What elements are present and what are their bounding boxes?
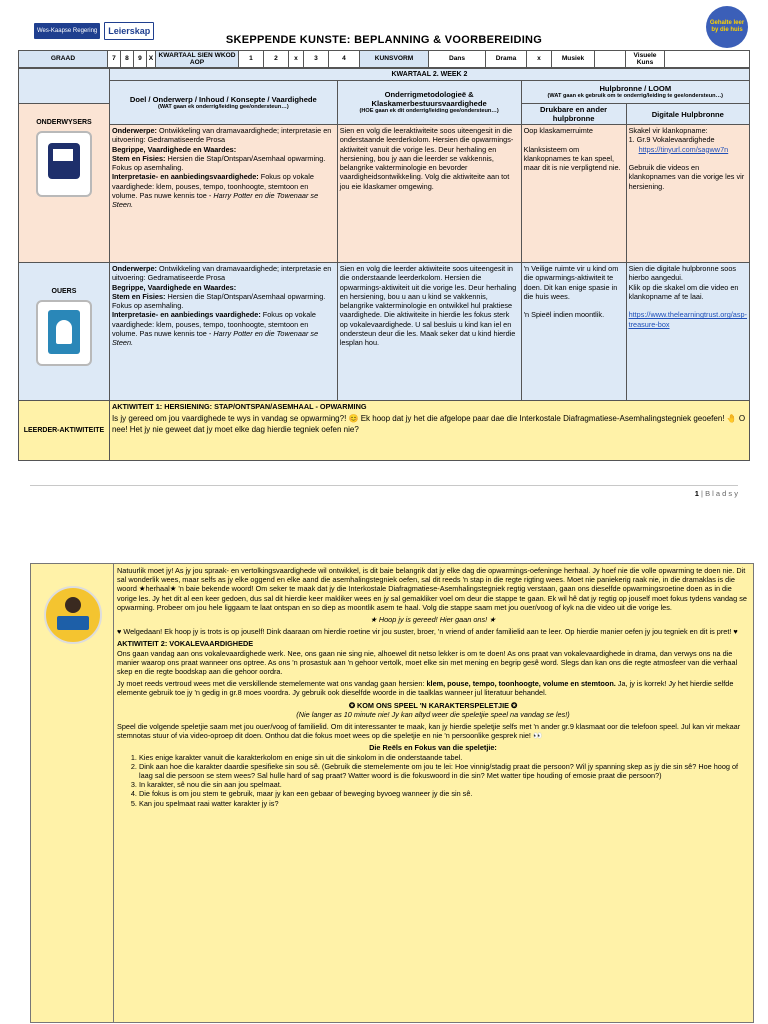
column-head-printable: Drukbare en ander hulpbronne: [521, 104, 626, 125]
term-1: 1: [239, 51, 264, 68]
teachers-label: ONDERWYSERS: [19, 104, 110, 263]
activity-2-title: AKTIWITEIT 2: VOKALEVAARDIGHEDE: [117, 639, 254, 649]
game-subtitle: (Nie langer as 10 minute nie! Jy kan altyd weer die speletjie speel na vandag se les!): [296, 709, 570, 719]
quality-learning-logo: Gehalte leer by die huis: [706, 6, 748, 48]
term-4: 4: [329, 51, 360, 68]
game-title: ✪ KOM ONS SPEEL 'N KARAKTERSPELETJIE ✪: [348, 700, 518, 710]
rule-item: 1. Kies enige karakter vanuit die karakterkolom en enige sin uit die sinkolom in die onderstaande tabel.: [139, 753, 749, 762]
rule-item: 2. Dink aan hoe die karakter daardie spesifieke sin sou sê. (Gebruik die stemelemente om jou te lei: Hoe vinnig/stadig praat die persoon? Wil jy spanning skep as jy die sin sê? Hoe hoog of laag sal die persoon se stem wees? Sal hulle hard of sag praat? Watter woord is die fokuswoord in die sin? Met watter tipe houding of emosie praat die persoon?): [139, 762, 749, 780]
paragraph-practice: Natuurlik moet jy! As jy jou spraak- en vertolkingsvaardighede wil ontwikkel, is dit baie belangrik dat jy elke dag die opwarmings-oefeninge herhaal. Jy hoef nie die volle opwarming te doen nie. Dit sal wonderlik wees, maar selfs as jy elke oggend en elke aand die asemhalingstegniek oefen, sal dit reeds 'n stap in die regte rigting wees. Moet nie paniekerig raak nie, in die dramaklas is die woord ★herhaal★ 'n baie bekende woord! Om seker te maak dat jy die Interkostale Diafragmatiese-Asemhalingstegniek regtig verstaan, gaan ons dieselfde opwarmingsroetine doen as in die vorige les. Jy het dit al een keer gedoen, dus sal dit hierdie keer makliker wees en jy sal gemakliker voel om deur die stappe te gaan. Ek wil hê dat jy regtig op jouself moet fokus tydens vandag se opwarming. Probeer om jou hele liggaam te laat ontspan en so diep as moontlik asem te haal. Volg die stappe saam met jou ouer/voog of kyk na die video uit die vorige les.: [117, 566, 747, 612]
teacher-digital-cell: Skakel vir klankopname: 1. Gr.9 Vokalevaardighede https://tinyurl.com/sagww7n Gebruik die videos en klankopnames van die vorige les vir hersiening.: [626, 125, 749, 263]
learner-activity-text: [117, 566, 749, 808]
reading-learner-icon: [44, 586, 102, 644]
rules-title: Die Reëls en Fokus van die speletjie:: [369, 743, 497, 753]
family-icon: [36, 300, 92, 366]
parents-label: OUERS: [19, 263, 110, 401]
page-two-activity-box: [30, 563, 754, 1023]
column-head-goals: Doel / Onderwerp / Inhoud / Konsepte / Vaardighede (WAT gaan ek onderrig/leiding gee/ondersteun…): [109, 81, 337, 125]
column-head-resources: Hulpbronne / LOOM (WAT gaan ek gebruik om te onderrig/leiding te gee/ondersteun…): [521, 81, 749, 104]
rule-item: 5. Kan jou spelmaat raai watter karakter jy is?: [139, 799, 749, 808]
art-form-label: KUNSVORM: [360, 51, 429, 68]
art-form-drama: Drama: [486, 51, 527, 68]
ready-line: ★ Hoop jy is gereed! Hier gaan ons! ★: [370, 615, 496, 625]
column-head-digital: Digitale Hulpbronne: [626, 104, 749, 125]
parent-printable-cell: 'n Veilige ruimte vir u kind om die opwarmings-aktiwiteit te doen. Dit kan enige spasie in die huis wees. 'n Spieël indien moontlik.: [521, 263, 626, 401]
activity-1-title: AKTIWITEIT 1: HERSIENING: STAP/ONTSPAN/ASEMHAAL - OPWARMING: [111, 402, 367, 411]
art-form-visual: Visuele Kuns: [626, 51, 665, 68]
grade-9: 9: [134, 51, 147, 68]
grade-7: 7: [108, 51, 121, 68]
teacher-icon: [36, 131, 92, 197]
parent-methods-cell: Sien en volg die leerder aktiwiteite soos uiteengesit in die onderstaande leerderkolom. Hersien die opwarmings-aktiwiteit uit die vorige les. Deur herhaling en hersiening, bou u aan u kind se vakkennis, belangrike vakterminologie en ontwikkel hul praktiese vaardighede. Die aktiwiteite in hierdie les fokus sterk op vokalevaardighede. U sal besluis u kind kan iel en ondersteun deur die les. Maak seker dat u kind hierdie lesplan hou.: [337, 263, 521, 401]
grade-8: 8: [121, 51, 134, 68]
leierskap-logo: Leierskap: [104, 22, 154, 40]
term-3: 3: [304, 51, 329, 68]
paragraph-voice-elements: Jy moet reeds vertroud wees met die verskillende stemelemente wat ons vandag gaan hersien: klem, pouse, tempo, toonhoogte, volume en stemtoon. Ja, jy is korrek! Jy het hierdie selfde elemente gebruik toe jy 'n gedig in gr.8 moes voordra. Jy gebruik ook dieselfde woorde in die taalklas wanneer jul literatuur behandel.: [117, 679, 734, 698]
parent-video-link[interactable]: https://www.thelearningtrust.org/asp-treasure-box: [628, 310, 747, 329]
wc-government-logo: Wes-Kaapse Regering: [34, 23, 100, 39]
learner-activities-label: LEERDER-AKTIWITEITE: [19, 401, 110, 461]
parent-goals-cell: Onderwerpe: Ontwikkeling van dramavaardighede; interpretasie en uitvoering: Gedramatiseerde Prosa Begrippe, Vaardighede en Waardes: Stem en Fisies: Hersien die Stap/Ontspan/Asemhaal opwarming. Fokus op asemhaling. Interpretasie- en aanbiedings vaardighede: Fokus op vokale vaardighede: klem, pouses, tempo, toonhoogte, stemtoon en volume. Pas nuwe kennis toe - Harry Potter en die Towenaar se Steen.: [109, 263, 337, 401]
learner-icon-column: [31, 564, 114, 1022]
column-head-methods: Onderrigmetodologieë & Klaskamerbestuursvaardighede (HOE gaan ek dit onderrig/leiding gee/ondersteun…): [337, 81, 521, 125]
paragraph-vocal-skills: Ons gaan vandag aan ons vokalevaardighede werk. Nee, ons gaan nie sing nie, alhoewel dit netso lekker is om te doen! As ons praat van vokalevaardighede in drama, dan verwys ons na die manier waarop ons praat wanneer ons optree. As ons 'n prosastuk aan 'n gehoor vertolk, moet elke sin met mening en begrip gesê word. Slegs dan kan ons die regte atmosfeer van die verhaal skep en die regte boodskap aan die gehoor oordra.: [117, 648, 738, 677]
teacher-goals-cell: Onderwerpe: Ontwikkeling van dramavaardighede; interpretasie en uitvoering: Gedramatiseerde Prosa Begrippe, Vaardighede en Waardes: Stem en Fisies: Hersien die Stap/Ontspan/Asemhaal opwarming. Fokus op asemhaling. Interpretasie- en aanbiedingsvaardighede: Fokus op vokale vaardighede: klem, pouses, tempo, toonhoogte, stemtoon en volume. Pas nuwe kennis toe - Harry Potter en die Towenaar se Steen.: [109, 125, 337, 263]
term-mark: x: [289, 51, 304, 68]
week-label: KWARTAAL 2. WEEK 2: [109, 69, 749, 81]
grade-mark: X: [147, 51, 156, 68]
parent-digital-cell: Sien die digitale hulpbronne soos hierbo aangedui. Klik op die skakel om die video en klankopname af te laai. https://www.thelearningtrust.org/asp-treasure-box: [626, 263, 749, 401]
teacher-printable-cell: Oop klaskamerruimte Klanksisteem om klankopnames te kan speel, maar dit is nie verpligtend nie.: [521, 125, 626, 263]
art-form-dance: Dans: [429, 51, 486, 68]
grade-row-table: [18, 50, 750, 68]
art-form-mark: x: [527, 51, 552, 68]
teacher-methods-cell: Sien en volg die leeraktiwiteite soos uiteengesit in die onderstaande leerderkolom. Hersien die opwarmings-aktiwiteit vanuit die vorige les. Deur herhaling en hersiening, bou jy aan die leerder se vakkennis, belangrike vakterminologie en bevorder vaardigheidsontwikkeling. Volg die aktiwiteite aan tot jou eie klaskamer omgewing.: [337, 125, 521, 263]
teacher-audio-link[interactable]: https://tinyurl.com/sagww7n: [638, 144, 729, 154]
rules-list: [117, 753, 749, 808]
rule-item: 3. In karakter, sê nou die sin aan jou spelmaat.: [139, 780, 749, 789]
term-2: 2: [264, 51, 289, 68]
footer-divider: [30, 485, 738, 486]
activity-1-text: Is jy gereed om jou vaardighede te wys in vandag se opwarming?! 😊 Ek hoop dat jy het die afgelope paar dae die Interkostale Diafragmatiese-Asemhalingstegniek geoefen! 🤚 O nee! Het jy nie geweet dat jy moet elke dag hierdie tegniek oefen nie?: [111, 414, 746, 435]
term-label: KWARTAAL SIEN WKOD AOP: [156, 51, 239, 68]
page-one: [0, 0, 768, 500]
planning-table: [18, 68, 750, 461]
grade-label: GRAAD: [19, 51, 108, 68]
paragraph-game: Speel die volgende speletjie saam met jou ouer/voog of familielid. Om dit interessanter te maak, kan jy hierdie speletjie selfs met 'n ander gr.9 klasmaat oor die telefoon speel. Jul kan vir mekaar stemnotas stuur of via video-oproep dit doen. Onthou dat die fokus moet wees op die speletjie en nie 'n persoonlike gesprek nie! 👀: [117, 722, 741, 741]
page-number: 1 | B l a d s y: [694, 489, 738, 498]
paragraph-well-done: ♥ Welgedaan! Ek hoop jy is trots is op jouself! Dink daaraan om hierdie roetine vir jou suster, broer, 'n vriend of ander familielid aan te leer. Op hierdie manier oefen jy jou tegniek en dit is pret! ♥: [117, 627, 738, 637]
art-form-music: Musiek: [552, 51, 595, 68]
page-title: SKEPPENDE KUNSTE: BEPLANNING & VOORBEREIDING: [225, 34, 543, 46]
activity-1-cell: [109, 401, 749, 461]
rule-item: 4. Die fokus is om jou stem te gebruik, maar jy kan een gebaar of beweging byvoeg wanneer jy die sin sê.: [139, 789, 749, 798]
